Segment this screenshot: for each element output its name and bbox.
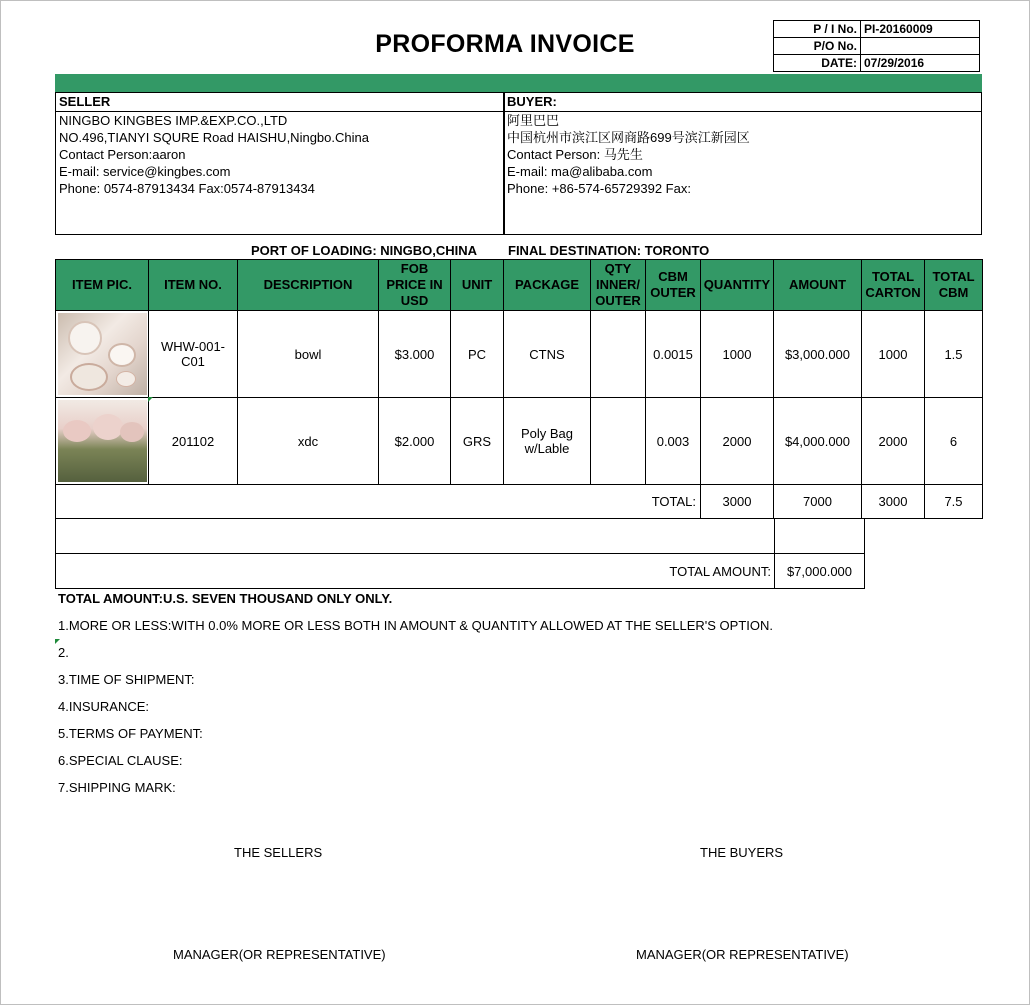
col-text: USD	[400, 293, 429, 308]
seller-header: SELLER	[56, 93, 504, 112]
blossom-shape	[120, 422, 144, 442]
item-pic-cell[interactable]	[56, 311, 149, 398]
qty-inner-outer-cell[interactable]	[591, 398, 646, 485]
col-qty-inner-outer	[591, 260, 646, 311]
plate-shape	[68, 321, 102, 355]
col-item-pic: ITEM PIC.	[56, 260, 149, 311]
meta-value[interactable]: PI-20160009	[861, 21, 980, 38]
col-item-no: ITEM NO.	[149, 260, 238, 311]
total-amount-label: TOTAL AMOUNT:	[56, 554, 775, 589]
col-text: INNER/	[595, 277, 641, 292]
total-amount-value[interactable]: 7000	[774, 485, 862, 519]
package-cell[interactable]	[504, 398, 591, 485]
cbm-outer-cell[interactable]: 0.003	[646, 398, 701, 485]
buyer-header: BUYER:	[504, 93, 981, 112]
comment-marker-icon	[148, 397, 153, 402]
item-no-cell[interactable]	[149, 311, 238, 398]
col-text: PRICE IN	[386, 277, 443, 292]
comment-marker-icon	[55, 639, 60, 644]
seller-representative-label: MANAGER(OR REPRESENTATIVE)	[173, 947, 386, 962]
buyer-line[interactable]: Phone: +86-574-65729392 Fax:	[507, 181, 691, 196]
col-fob-price	[379, 260, 451, 311]
col-text: TOTAL	[932, 269, 975, 284]
items-table	[55, 259, 983, 519]
col-quantity: QUANTITY	[701, 260, 774, 311]
item-no-cell[interactable]	[149, 398, 238, 485]
amount-in-words: TOTAL AMOUNT:U.S. SEVEN THOUSAND ONLY ONLY.	[58, 591, 393, 606]
clause-4: 4.INSURANCE:	[58, 699, 150, 714]
col-total-carton	[862, 260, 925, 311]
page-title: PROFORMA INVOICE	[375, 30, 635, 58]
col-text: CBM	[938, 285, 969, 300]
col-description: DESCRIPTION	[238, 260, 379, 311]
total-quantity[interactable]: 3000	[701, 485, 774, 519]
quantity-cell[interactable]: 2000	[701, 398, 774, 485]
package-text: w/Lable	[524, 441, 570, 456]
col-amount: AMOUNT	[774, 260, 862, 311]
buyers-signature-label: THE BUYERS	[700, 845, 784, 860]
seller-block	[55, 92, 505, 235]
buyer-line[interactable]: 中国杭州市滨江区网商路699号滨江新园区	[507, 130, 750, 145]
blossom-shape	[93, 414, 123, 440]
clause-3: 3.TIME OF SHIPMENT:	[58, 672, 195, 687]
col-text: QTY	[604, 261, 632, 276]
item-no-text: WHW-001-	[160, 339, 226, 354]
summary-total-row	[56, 554, 865, 589]
meta-row-po	[774, 38, 980, 55]
meta-value[interactable]	[861, 38, 980, 55]
meta-row-pi	[774, 21, 980, 38]
buyer-line[interactable]: Contact Person: 马先生	[507, 147, 643, 162]
seller-line[interactable]: E-mail: service@kingbes.com	[59, 164, 231, 179]
clause-1: 1.MORE OR LESS:WITH 0.0% MORE OR LESS BOTH IN AMOUNT & QUANTITY ALLOWED AT THE SELLER'S OPTION.	[58, 618, 773, 633]
orchard-photo-image	[58, 400, 147, 482]
meta-value[interactable]: 07/29/2016	[861, 55, 980, 72]
col-text: TOTAL	[871, 269, 915, 284]
unit-cell[interactable]: GRS	[451, 398, 504, 485]
col-text: OUTER	[650, 285, 696, 300]
totals-row	[56, 485, 983, 519]
col-total-cbm	[925, 260, 983, 311]
col-text: CBM	[658, 269, 688, 284]
col-text: OUTER	[595, 293, 641, 308]
cup-shape	[116, 371, 136, 387]
buyer-block	[503, 92, 982, 235]
meta-row-date	[774, 55, 980, 72]
invoice-meta-table	[773, 20, 980, 72]
total-amount-final[interactable]: $7,000.000	[775, 554, 865, 589]
table-row	[56, 311, 983, 398]
blank-cell[interactable]	[56, 519, 775, 554]
amount-summary-table	[55, 518, 865, 589]
bowl-shape	[108, 343, 136, 367]
col-package: PACKAGE	[504, 260, 591, 311]
blossom-shape	[63, 420, 91, 442]
item-no-text: 201102	[171, 433, 215, 449]
seller-line[interactable]: NINGBO KINGBES IMP.&EXP.CO.,LTD	[59, 113, 288, 128]
table-row	[56, 398, 983, 485]
seller-line[interactable]: NO.496,TIANYI SQURE Road HAISHU,Ningbo.China	[59, 130, 369, 145]
description-cell[interactable]: bowl	[238, 311, 379, 398]
unit-cell[interactable]: PC	[451, 311, 504, 398]
clause-6: 6.SPECIAL CLAUSE:	[58, 753, 183, 768]
col-text: CARTON	[865, 285, 921, 300]
buyer-representative-label: MANAGER(OR REPRESENTATIVE)	[636, 947, 849, 962]
amount-cell[interactable]: $4,000.000	[774, 398, 862, 485]
clause-2: 2.	[58, 645, 69, 660]
description-cell[interactable]: xdc	[238, 398, 379, 485]
col-text: FOB	[400, 261, 429, 276]
clause-5: 5.TERMS OF PAYMENT:	[58, 726, 203, 741]
header-divider-bar	[55, 74, 982, 92]
summary-blank-row	[56, 519, 865, 554]
total-cbm-cell[interactable]: 6	[925, 398, 983, 485]
item-pic-cell[interactable]	[56, 398, 149, 485]
price-cell[interactable]: $3.000	[379, 311, 451, 398]
col-cbm-outer	[646, 260, 701, 311]
dish-shape	[70, 363, 108, 391]
buyer-line[interactable]: E-mail: ma@alibaba.com	[507, 164, 653, 179]
meta-label: P / I No.	[774, 21, 861, 38]
col-unit: UNIT	[451, 260, 504, 311]
final-destination: FINAL DESTINATION: TORONTO	[508, 243, 710, 258]
total-carton-cell[interactable]: 2000	[862, 398, 925, 485]
totals-label: TOTAL:	[56, 485, 701, 519]
cbm-outer-cell[interactable]: 0.0015	[646, 311, 701, 398]
blank-cell[interactable]	[775, 519, 865, 554]
total-cbm-value[interactable]: 7.5	[925, 485, 983, 519]
total-carton-cell[interactable]: 1000	[862, 311, 925, 398]
buyer-line[interactable]: 阿里巴巴	[507, 113, 560, 128]
seller-line[interactable]: Contact Person:aaron	[59, 147, 186, 162]
package-cell[interactable]	[504, 311, 591, 398]
quantity-cell[interactable]: 1000	[701, 311, 774, 398]
sellers-signature-label: THE SELLERS	[234, 845, 323, 860]
item-no-text: C01	[181, 354, 205, 369]
amount-cell[interactable]: $3,000.000	[774, 311, 862, 398]
qty-inner-outer-cell[interactable]	[591, 311, 646, 398]
meta-label: P/O No.	[774, 38, 861, 55]
package-text: CTNS	[529, 346, 565, 362]
meta-label: DATE:	[774, 55, 861, 72]
port-of-loading: PORT OF LOADING: NINGBO,CHINA	[251, 243, 478, 258]
seller-line[interactable]: Phone: 0574-87913434 Fax:0574-87913434	[59, 181, 315, 196]
package-text: Poly Bag	[520, 426, 574, 441]
clause-7: 7.SHIPPING MARK:	[58, 780, 176, 795]
total-carton-value[interactable]: 3000	[862, 485, 925, 519]
price-cell[interactable]: $2.000	[379, 398, 451, 485]
total-cbm-cell[interactable]: 1.5	[925, 311, 983, 398]
items-header-row	[56, 260, 983, 311]
bowl-photo-image	[58, 313, 147, 395]
